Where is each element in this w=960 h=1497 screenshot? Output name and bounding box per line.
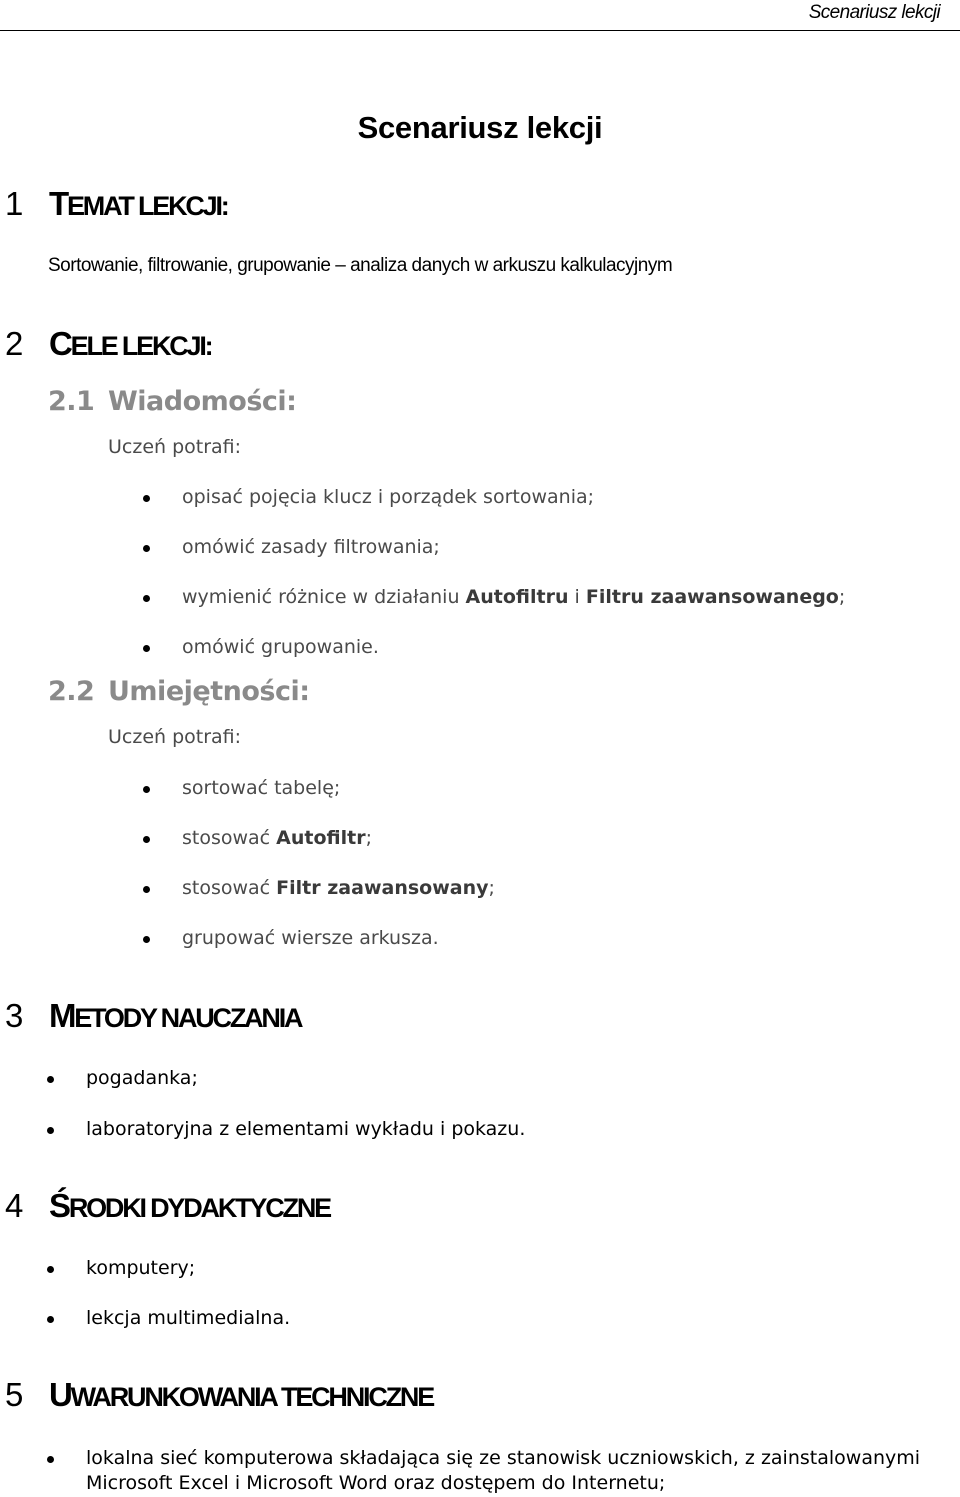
- section-5-heading: 5 UWARUNKOWANIA TECHNICZNE: [5, 1376, 434, 1413]
- intro-text: Uczeń potrafi:: [108, 436, 242, 458]
- document-title: Scenariusz lekcji: [357, 110, 603, 145]
- running-header: [0, 0, 960, 31]
- list-item: omówić zasady filtrowania;: [182, 536, 440, 558]
- list-item: komputery;: [86, 1257, 196, 1279]
- bullet-icon: [143, 786, 150, 793]
- bullet-icon: [47, 1316, 54, 1323]
- bullet-icon: [47, 1076, 54, 1083]
- list-item: lekcja multimedialna.: [86, 1307, 291, 1329]
- lesson-subject: Sortowanie, filtrowanie, grupowanie – analiza danych w arkuszu kalkulacyjnym: [48, 255, 673, 276]
- section-4-heading: 4 ŚRODKI DYDAKTYCZNE: [5, 1187, 330, 1224]
- bullet-icon: [143, 645, 150, 652]
- list-item: laboratoryjna z elementami wykładu i pokazu.: [86, 1118, 526, 1140]
- section-number: 3: [5, 997, 24, 1034]
- list-item: wymienić różnice w działaniu Autofiltru i Filtru zaawansowanego;: [182, 586, 846, 608]
- list-item: pogadanka;: [86, 1067, 198, 1089]
- section-3-heading: 3 METODY NAUCZANIA: [5, 997, 302, 1034]
- section-1-heading: 1 TEMAT LEKCJI:: [5, 185, 228, 222]
- bullet-icon: [143, 886, 150, 893]
- list-item: grupować wiersze arkusza.: [182, 927, 439, 949]
- section-2-heading: 2 CELE LEKCJI:: [5, 325, 212, 362]
- section-number: 4: [5, 1187, 24, 1224]
- bullet-icon: [143, 936, 150, 943]
- bullet-icon: [47, 1456, 54, 1463]
- subsection-2-2-heading: 2.2 Umiejętności:: [48, 676, 310, 707]
- subsection-2-1-heading: 2.1 Wiadomości:: [48, 386, 297, 417]
- section-number: 5: [5, 1376, 24, 1413]
- list-item: lokalna sieć komputerowa składająca się ze stanowisk uczniowskich, z zainstalowanymi: [86, 1447, 921, 1469]
- bullet-icon: [143, 545, 150, 552]
- bullet-icon: [143, 595, 150, 602]
- section-number: 1: [5, 185, 24, 222]
- list-item: omówić grupowanie.: [182, 636, 379, 658]
- list-item-continuation: Microsoft Excel i Microsoft Word oraz dostępem do Internetu;: [86, 1472, 666, 1494]
- list-item: stosować Filtr zaawansowany;: [182, 877, 495, 899]
- intro-text: Uczeń potrafi:: [108, 726, 242, 748]
- bullet-icon: [47, 1127, 54, 1134]
- list-item: sortować tabelę;: [182, 777, 341, 799]
- list-item: opisać pojęcia klucz i porządek sortowania;: [182, 486, 595, 508]
- bullet-icon: [47, 1266, 54, 1273]
- bullet-icon: [143, 495, 150, 502]
- bullet-icon: [143, 836, 150, 843]
- section-number: 2: [5, 325, 24, 362]
- list-item: stosować Autofiltr;: [182, 827, 372, 849]
- running-header-title: Scenariusz lekcji: [808, 2, 940, 23]
